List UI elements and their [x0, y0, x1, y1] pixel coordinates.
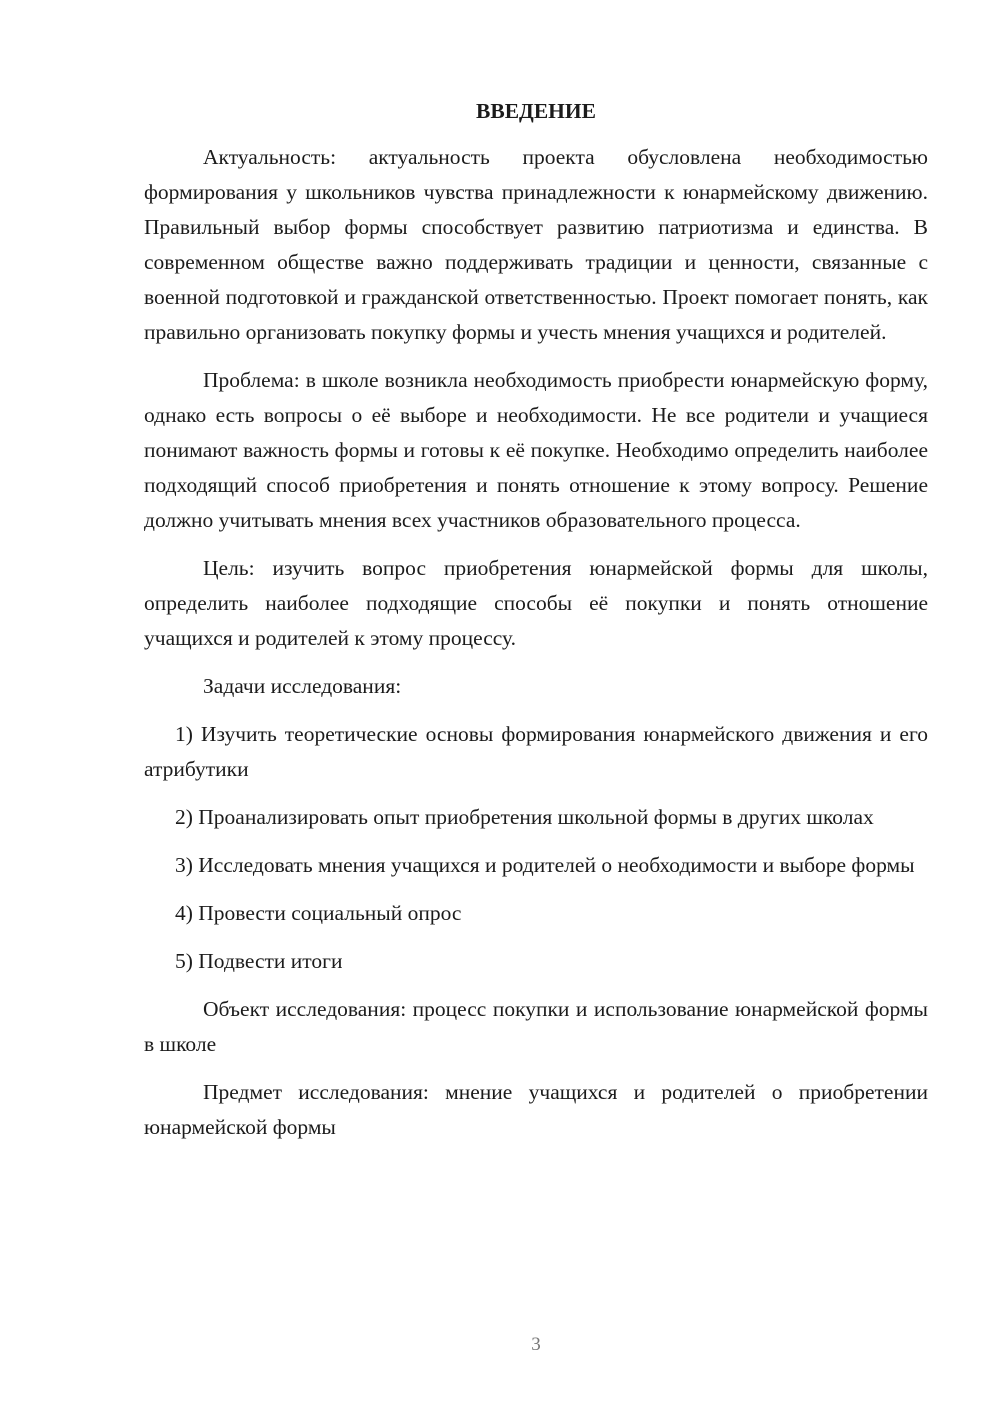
page-content: [144, 96, 928, 1158]
page-title: ВВЕДЕНИЕ: [476, 99, 596, 123]
task-item-4: 4) Провести социальный опрос: [175, 901, 462, 925]
subject-paragraph: Предмет исследования: мнение учащихся и родителей о приобретении юнармейской формы: [144, 1080, 928, 1139]
task-item-2: 2) Проанализировать опыт приобретения школьной формы в других школах: [175, 805, 874, 829]
object-paragraph: Объект исследования: процесс покупки и использование юнармейской формы в школе: [144, 997, 928, 1056]
page-number: 3: [531, 1334, 541, 1355]
problem-paragraph: Проблема: в школе возникла необходимость приобрести юнармейскую форму, однако есть вопросы о её выборе и необходимости. Не все родители и учащиеся понимают важность формы и готовы к её покупке. Необходимо определить наиболее подходящий способ приобретения и понять отношение к этому вопросу. Решение должно учитывать мнения всех участников образовательного процесса.: [144, 368, 928, 532]
goal-paragraph: Цель: изучить вопрос приобретения юнармейской формы для школы, определить наиболее подходящие способы её покупки и понять отношение учащихся и родителей к этому процессу.: [144, 556, 928, 650]
tasks-heading: Задачи исследования:: [203, 674, 402, 698]
task-item-1: 1) Изучить теоретические основы формирования юнармейского движения и его атрибутики: [144, 722, 928, 781]
relevance-paragraph: Актуальность: актуальность проекта обусловлена необходимостью формирования у школьников чувства принадлежности к юнармейскому движению. Правильный выбор формы способствует развитию патриотизма и единства. В современном обществе важно поддерживать традиции и ценности, связанные с военной подготовкой и гражданской ответственностью. Проект помогает понять, как правильно организовать покупку формы и учесть мнения учащихся и родителей.: [144, 145, 928, 344]
task-item-3: 3) Исследовать мнения учащихся и родителей о необходимости и выборе формы: [175, 853, 915, 877]
task-item-5: 5) Подвести итоги: [175, 949, 343, 973]
